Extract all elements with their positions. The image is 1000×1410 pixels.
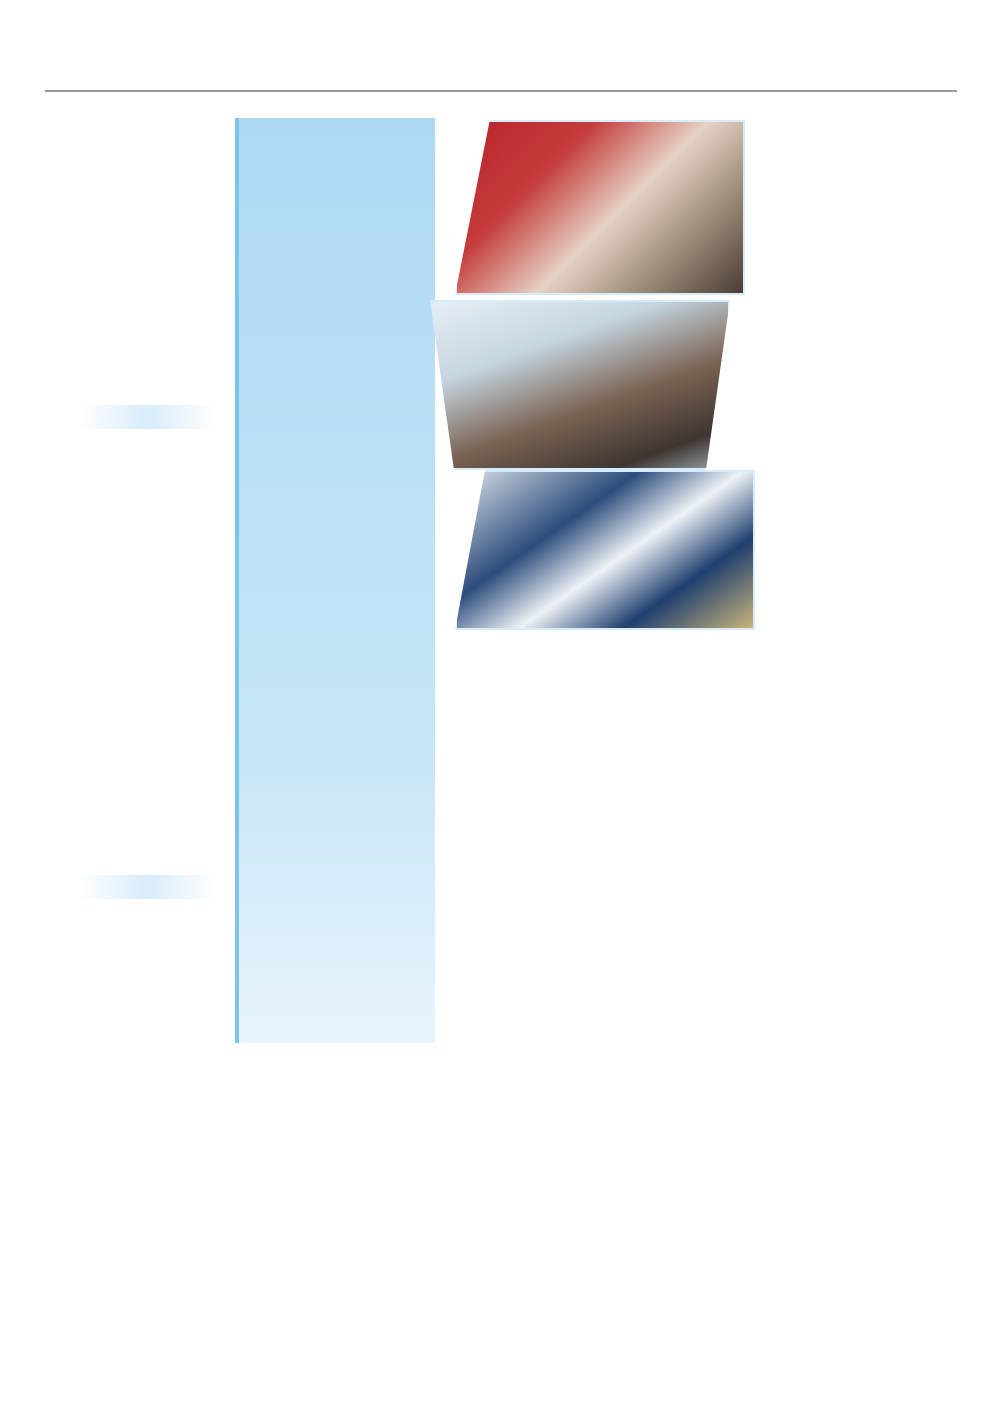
photo-3	[455, 470, 755, 630]
headline-banner	[235, 118, 435, 1043]
subhead-shengongfu	[80, 875, 215, 899]
page-header	[45, 52, 957, 92]
photo-2	[430, 300, 730, 470]
subhead-jiasudu	[80, 405, 215, 429]
photo-1	[455, 120, 745, 295]
